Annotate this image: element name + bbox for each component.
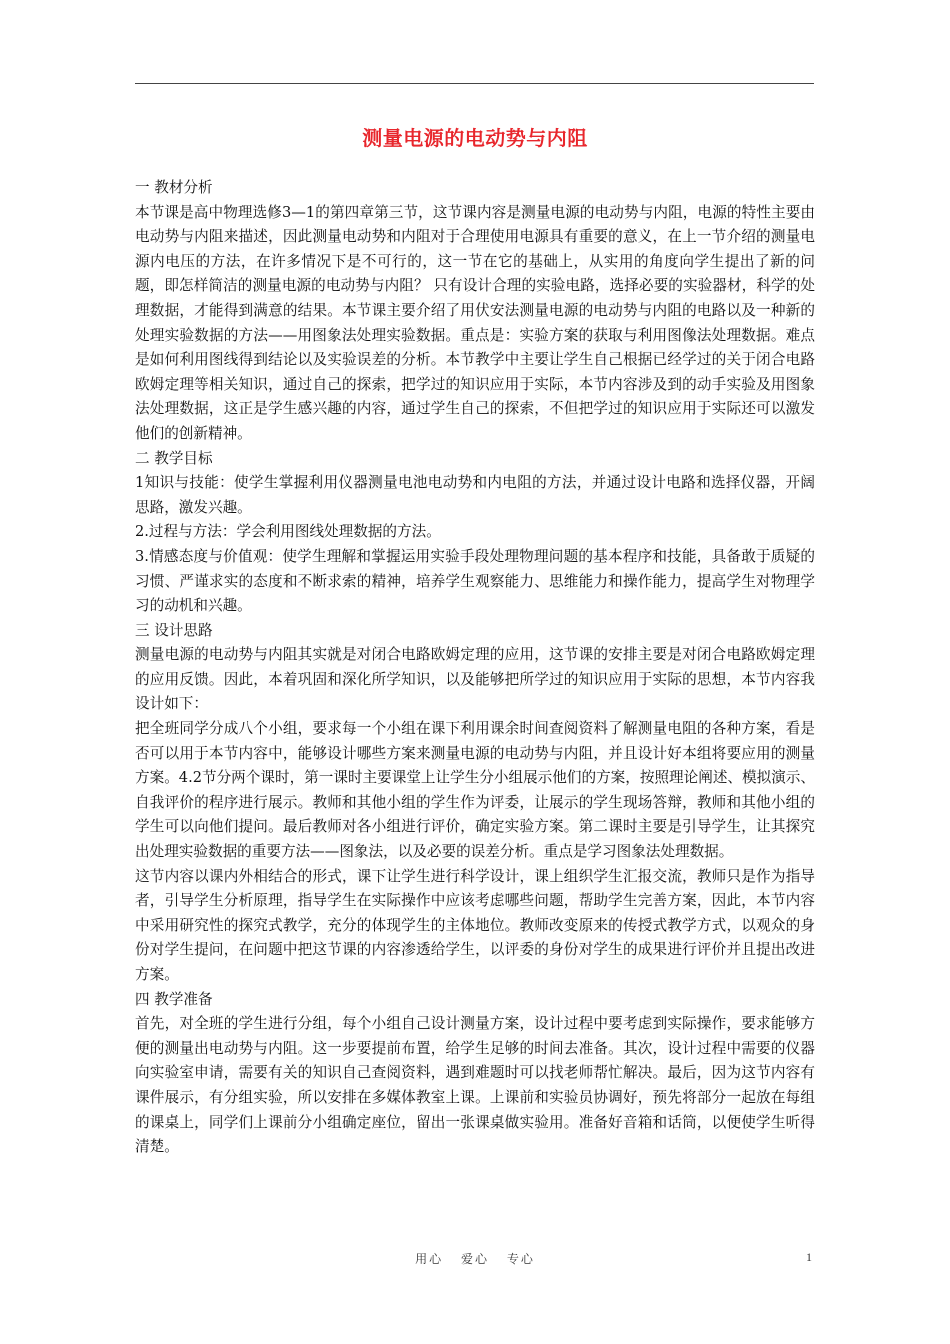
section-heading: 二 教学目标	[135, 449, 213, 467]
section-teaching-preparation	[135, 988, 815, 1160]
header-rule	[135, 83, 814, 84]
paragraph: 1知识与技能：使学生掌握利用仪器测量电池电动势和内电阻的方法，并通过设计电路和选择仪器，开阔思路，激发兴趣。	[135, 474, 815, 516]
paragraph: 2.过程与方法：学会利用图线处理数据的方法。	[135, 523, 441, 541]
document-body	[135, 176, 815, 1160]
section-heading: 三 设计思路	[135, 621, 213, 639]
footer-word: 专心	[506, 1252, 535, 1266]
footer-word: 爱心	[460, 1252, 489, 1266]
paragraph: 本节课是高中物理选修3—1的第四章第三节，这节课内容是测量电源的电动势与内阻，电源的特性主要由电动势与内阻来描述，因此测量电动势和内阻对于合理使用电源具有重要的意义，在上一节介绍的测量电源内电压的方法，在许多情况下是不可行的，这一节在它的基础上，从实用的角度向学生提出了新的问题，即怎样简洁的测量电源的电动势与内阻？ 只有设计合理的实验电路，选择必要的实验器材，科学的处理数据，才能得到满意的结果。本节课主要介绍了用伏安法测量电源的电动势与内阻的电路以及一种新的处理实验数据的方法——用图象法处理实验数据。重点是：实验方案的获取与利用图像法处理数据。难点是如何利用图线得到结论以及实验误差的分析。本节教学中主要让学生自己根据已经学过的关于闭合电路欧姆定理等相关知识，通过自己的探索，把学过的知识应用于实际，本节内容涉及到的动手实验及用图象法处理数据，这正是学生感兴趣的内容，通过学生自己的探索，不但把学过的知识应用于实际还可以激发他们的创新精神。	[135, 203, 815, 442]
page-number: 1	[806, 1250, 812, 1264]
document-title: 测量电源的电动势与内阻	[362, 126, 588, 150]
paragraph: 这节内容以课内外相结合的形式，课下让学生进行科学设计，课上组织学生汇报交流，教师只是作为指导者，引导学生分析原理，指导学生在实际操作中应该考虑哪些问题，帮助学生完善方案，因此，本节内容中采用研究性的探究式教学，充分的体现学生的主体地位。教师改变原来的传授式教学方式，以观众的身份对学生提问，在问题中把这节课的内容渗透给学生，以评委的身份对学生的成果进行评价并且提出改进方案。	[135, 867, 815, 983]
section-heading: 四 教学准备	[135, 990, 213, 1008]
section-heading: 一 教材分析	[135, 179, 213, 196]
section-design-ideas	[135, 619, 815, 988]
section-textbook-analysis	[135, 176, 815, 447]
paragraph: 测量电源的电动势与内阻其实就是对闭合电路欧姆定理的应用，这节课的安排主要是对闭合电路欧姆定理的应用反馈。因此，本着巩固和深化所学知识，以及能够把所学过的知识应用于实际的思想，本节内容我设计如下：	[135, 646, 815, 713]
footer-word: 用心	[415, 1252, 444, 1266]
paragraph: 3.情感态度与价值观：使学生理解和掌握运用实验手段处理物理问题的基本程序和技能，具备敢于质疑的习惯、严谨求实的态度和不断求索的精神，培养学生观察能力、思维能力和操作能力，提高学生对物理学习的动机和兴趣。	[135, 547, 815, 615]
section-teaching-goals	[135, 447, 815, 619]
paragraph: 把全班同学分成八个小组，要求每一个小组在课下利用课余时间查阅资料了解测量电阻的各种方案，看是否可以用于本节内容中，能够设计哪些方案来测量电源的电动势与内阻，并且设计好本组将要应用的测量方案。4.2节分两个课时，第一课时主要课堂上让学生分小组展示他们的方案，按照理论阐述、模拟演示、自我评价的程序进行展示。教师和其他小组的学生作为评委，让展示的学生现场答辩，教师和其他小组的学生可以向他们提问。最后教师对各小组进行评价，确定实验方案。第二课时主要是引导学生，让其探究出处理实验数据的重要方法——图象法，以及必要的误差分析。重点是学习图象法处理数据。	[135, 720, 815, 861]
paragraph: 首先，对全班的学生进行分组，每个小组自己设计测量方案，设计过程中要考虑到实际操作，要求能够方便的测量出电动势与内阻。这一步要提前布置，给学生足够的时间去准备。其次，设计过程中需要的仪器向实验室申请，需要有关的知识自己查阅资料，遇到难题时可以找老师帮忙解决。最后，因为这节内容有课件展示，有分组实验，所以安排在多媒体教室上课。上课前和实验员协调好，预先将部分一起放在每组的课桌上，同学们上课前分小组确定座位，留出一张课桌做实验用。准备好音箱和话筒，以便使学生听得清楚。	[135, 1015, 815, 1156]
